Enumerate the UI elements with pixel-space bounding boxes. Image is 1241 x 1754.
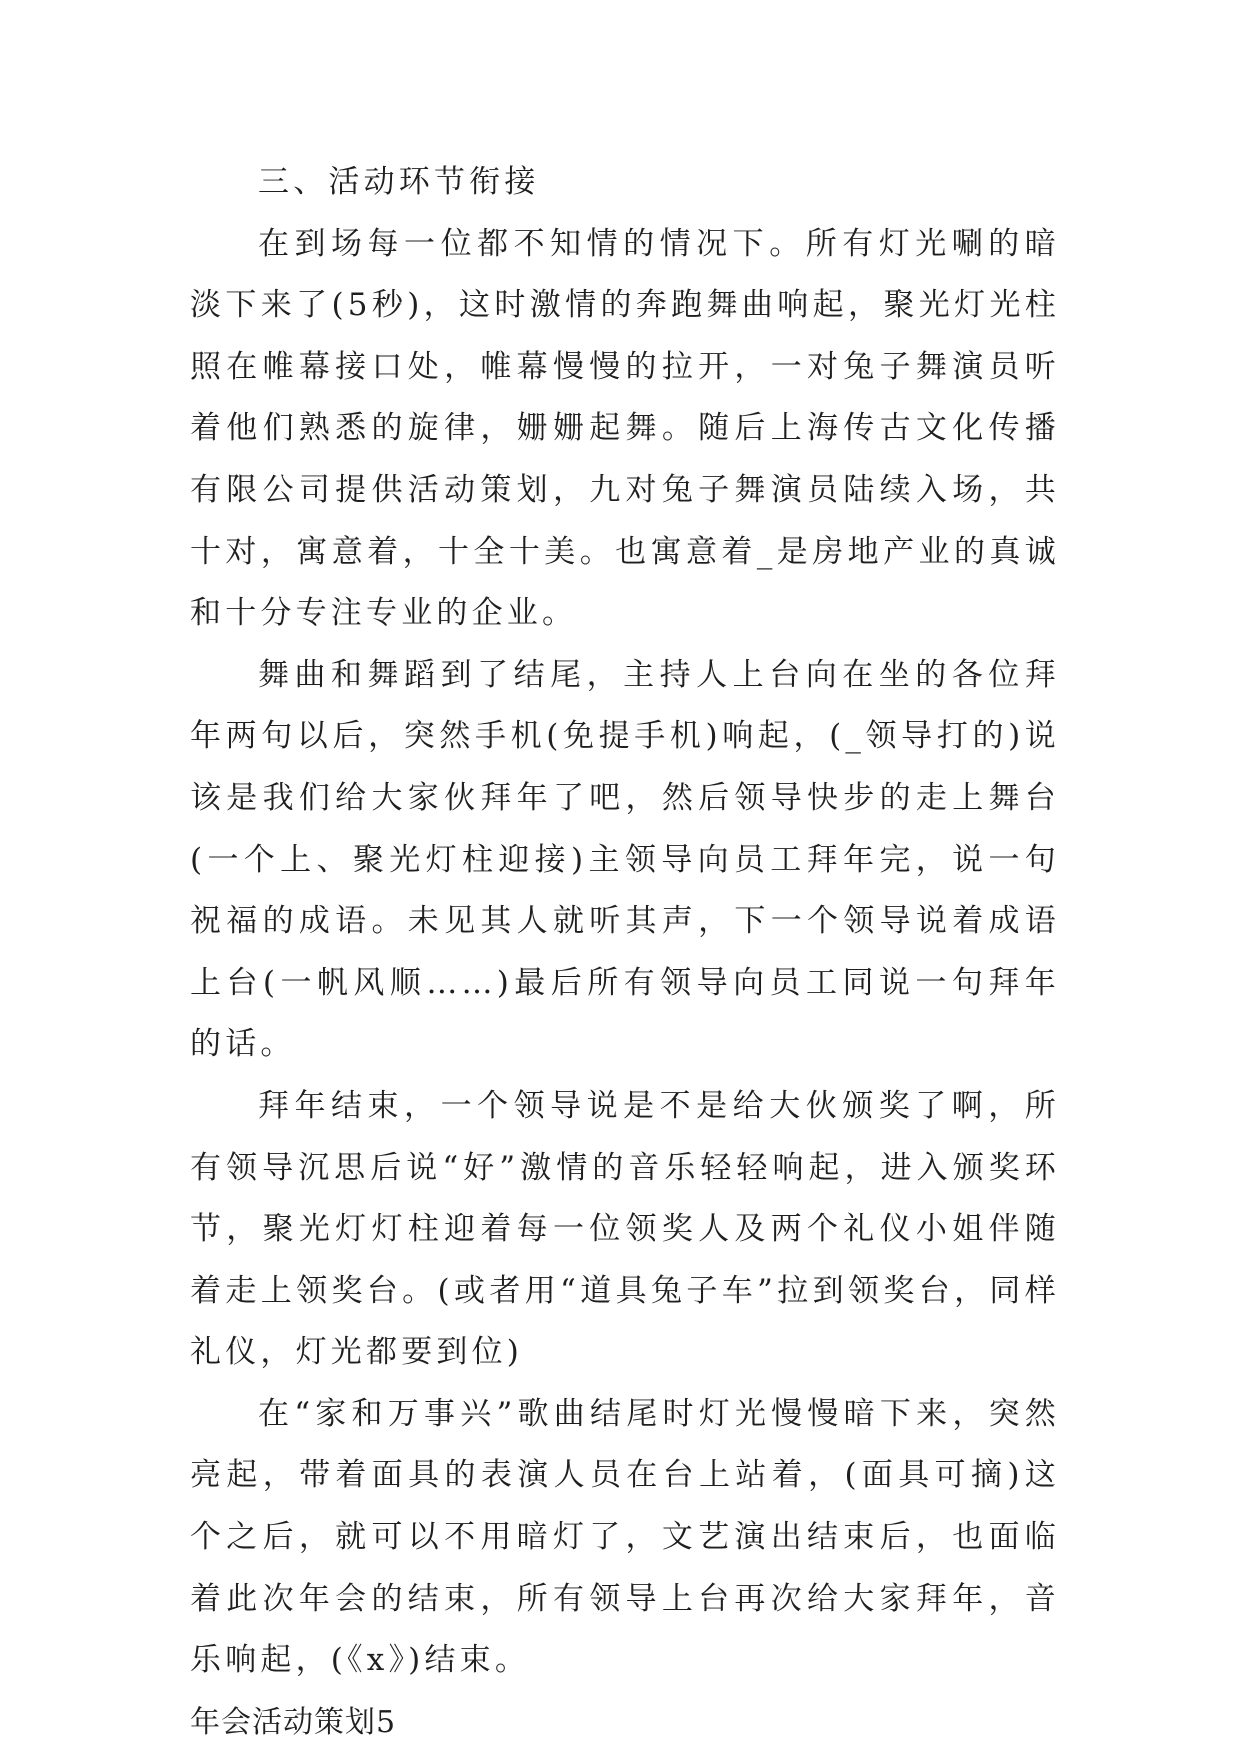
paragraph-4: 在“家和万事兴”歌曲结尾时灯光慢慢暗下来，突然亮起，带着面具的表演人员在台上站着，(面具可摘)这个之后，就可以不用暗灯了，文艺演出结束后，也面临着此次年会的结束，所有领导上台再次给大家拜年，音乐响起，(《x》)结束。 (190, 1395, 1060, 1679)
paragraph-1: 在到场每一位都不知情的情况下。所有灯光唰的暗淡下来了(5秒)，这时激情的奔跑舞曲响起，聚光灯光柱照在帷幕接口处，帷幕慢慢的拉开，一对兔子舞演员听着他们熟悉的旋律，姗姗起舞。随后上海传古文化传播有限公司提供活动策划，九对兔子舞演员陆续入场，共十对，寓意着，十全十美。也寓意着_是房地产业的真诚和十分专注专业的企业。 (190, 225, 1060, 632)
paragraph-3: 拜年结束，一个领导说是不是给大伙颁奖了啊，所有领导沉思后说“好”激情的音乐轻轻响起，进入颁奖环节，聚光灯灯柱迎着每一位领奖人及两个礼仪小姐伴随着走上领奖台。(或者用“道具兔子车”拉到领奖台，同样礼仪，灯光都要到位) (190, 1087, 1060, 1371)
paragraph-2: 舞曲和舞蹈到了结尾，主持人上台向在坐的各位拜年两句以后，突然手机(免提手机)响起，(_领导打的)说该是我们给大家伙拜年了吧，然后领导快步的走上舞台(一个上、聚光灯柱迎接)主领导向员工拜年完，说一句祝福的成语。未见其人就听其声，下一个领导说着成语上台(一帆风顺……)最后所有领导向员工同说一句拜年的话。 (190, 656, 1060, 1063)
section-heading: 三、活动环节衔接 (258, 164, 540, 200)
next-section-title: 年会活动策划5 (190, 1704, 397, 1740)
document-body (190, 152, 1060, 1753)
